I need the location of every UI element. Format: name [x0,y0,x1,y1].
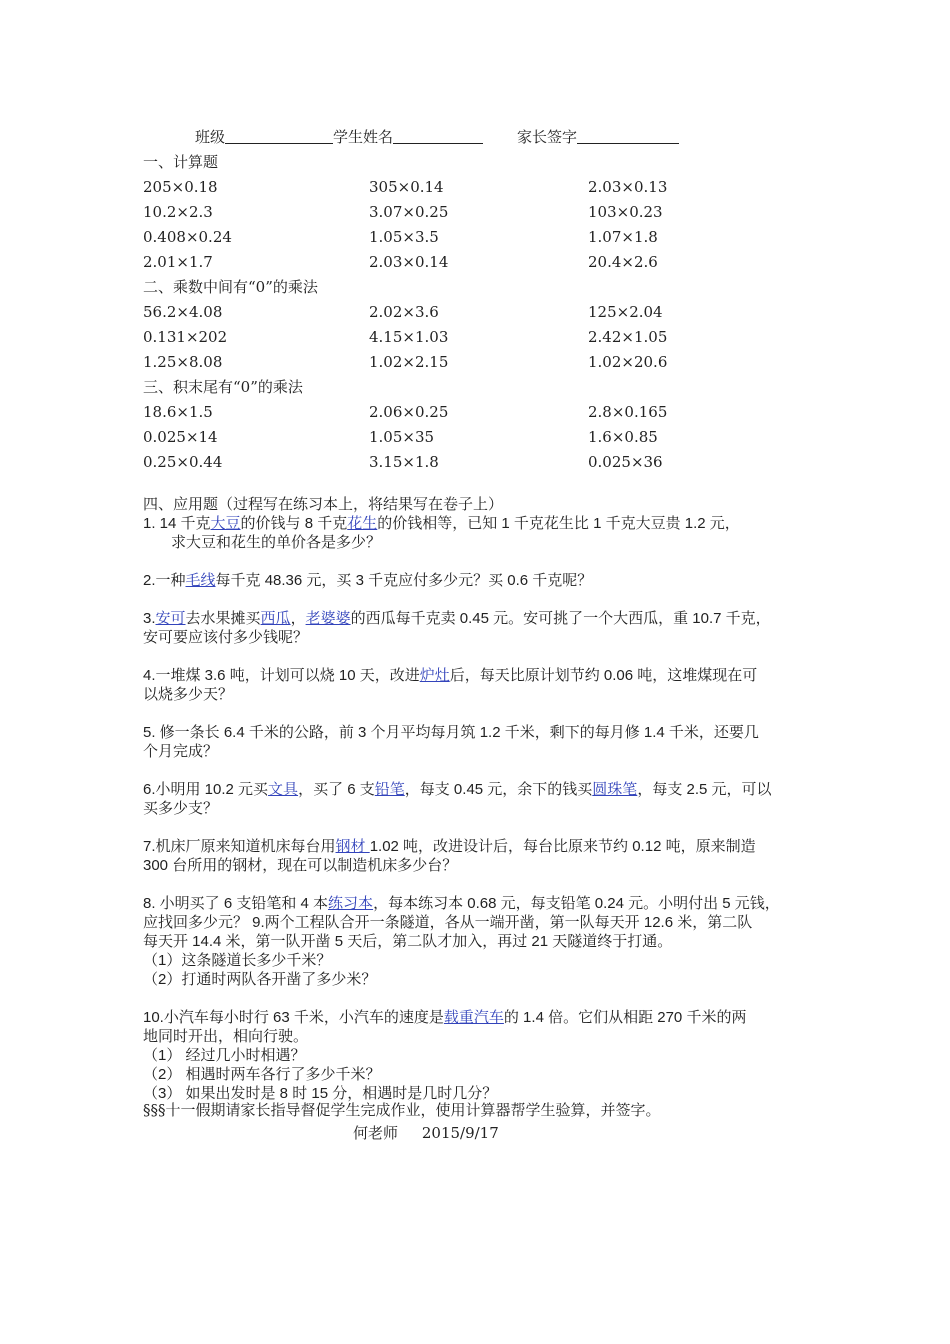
problem: 1.02×2.15 [369,353,449,371]
problem: 1.25×8.08 [143,353,223,371]
problem: 56.2×4.08 [143,303,223,321]
question-2: 2.一种毛线每千克 48.36 元，买 3 千克应付多少元？买 0.6 千克呢？ [143,572,593,589]
section-4-title: 四、应用题（过程写在练习本上，将结果写在卷子上） [143,495,504,513]
problem: 0.131×202 [143,328,228,346]
section-1-title: 一、计算题 [143,153,219,171]
problem: 0.025×36 [588,453,663,471]
problem: 1.05×3.5 [369,228,439,246]
teacher-signature [353,1122,499,1143]
problem: 205×0.18 [143,178,218,196]
link-watermelon[interactable]: 西瓜 [260,610,291,627]
problem: 18.6×1.5 [143,403,213,421]
date: 2015/9/17 [421,1124,499,1142]
link-stove[interactable]: 炉灶 [419,667,450,684]
question-10: 10.小汽车每小时行 63 千米，小汽车的速度是载重汽车的 1.4 倍。它们从相距 270 千米的两 地同时开出，相向行驶。 （1） 经过几小时相遇？ （2） 相遇时两车各行了多少千米？ （3） 如果出发时是 8 时 15 分，相遇时是几时几分？ [143,1009,747,1102]
problem: 1.6×0.85 [588,428,658,446]
question-3: 3.安可去水果摊买西瓜，老婆婆的西瓜每千克卖 0.45 元。安可挑了一个大西瓜，重 10.7 千克， 安可要应该付多少钱呢？ [143,610,771,646]
problem: 1.02×20.6 [588,353,668,371]
question-7: 7.机床厂原来知道机床每台用钢材 1.02 吨，改进设计后，每台比原来节约 0.12 吨，原来制造 300 台所用的钢材，现在可以制造机床多少台？ [143,838,756,874]
calc-row [143,225,843,250]
link-pencil[interactable]: 铅笔 [374,781,405,798]
link-old-lady[interactable]: 老婆婆 [305,610,351,627]
teacher-name: 何老师 [353,1124,399,1142]
question-5: 5. 修一条长 6.4 千米的公路，前 3 个月平均每月筑 1.2 千米，剩下的每月修 1.4 千米，还要几 个月完成？ [143,724,759,760]
class-blank[interactable] [225,128,333,144]
problem: 2.8×0.165 [588,403,668,421]
problem: 0.408×0.24 [143,228,232,246]
link-exercise-book[interactable]: 练习本 [328,895,374,912]
problem: 1.07×1.8 [588,228,658,246]
problem: 10.2×2.3 [143,203,213,221]
application-section [143,495,823,1103]
link-truck[interactable]: 载重汽车 [443,1009,504,1026]
info-header [195,126,679,147]
problem: 2.02×3.6 [369,303,439,321]
problem: 305×0.14 [369,178,444,196]
link-ballpoint-pen[interactable]: 圆珠笔 [592,781,638,798]
problem: 2.01×1.7 [143,253,213,271]
problem: 0.025×14 [143,428,218,446]
question-6: 6.小明用 10.2 元买文具，买了 6 支铅笔，每支 0.45 元，余下的钱买圆珠笔，每支 2.5 元，可以 买多少支？ [143,781,772,817]
calc-row [143,400,843,425]
problem: 2.06×0.25 [369,403,449,421]
calc-row [143,325,843,350]
link-stationery[interactable]: 文具 [268,781,299,798]
student-name-blank[interactable] [393,128,483,144]
student-name-label: 学生姓名 [333,128,394,146]
question-4: 4.一堆煤 3.6 吨，计划可以烧 10 天，改进炉灶后，每天比原计划节约 0.06 吨，这堆煤现在可 以烧多少天？ [143,667,758,703]
question-8-9: 8. 小明买了 6 支铅笔和 4 本练习本，每本练习本 0.68 元，每支铅笔 0.24 元。小明付出 5 元钱， 应找回多少元？ 9.两个工程队合开一条隧道，各从一端开凿，第一队每天开 12.6 米，第二队 每天开 14.4 米，第一队开凿 5 天后，第二队才加入，再过 21 天隧道终于打通。 （1）这条隧道长多少千米？ （2）打通时两队各开凿了多少米？ [143,895,780,988]
problem: 2.03×0.14 [369,253,449,271]
parent-signature-label: 家长签字 [517,128,578,146]
link-anke[interactable]: 安可 [155,610,186,627]
calc-row [143,200,843,225]
section-3-title: 三、积末尾有“0”的乘法 [143,378,303,396]
class-label: 班级 [195,128,226,146]
problem: 3.07×0.25 [369,203,449,221]
problem: 2.42×1.05 [588,328,668,346]
problem: 3.15×1.8 [369,453,439,471]
problem: 125×2.04 [588,303,663,321]
problem: 20.4×2.6 [588,253,658,271]
parent-note: §§§十一假期请家长指导督促学生完成作业，使用计算器帮学生验算，并签字。 [143,1101,661,1119]
calc-row [143,300,843,325]
problem: 4.15×1.03 [369,328,449,346]
calc-row [143,175,843,200]
link-yarn[interactable]: 毛线 [185,572,216,589]
calc-row [143,250,843,275]
problem: 2.03×0.13 [588,178,668,196]
problem: 1.05×35 [369,428,435,446]
calc-row [143,350,843,375]
parent-signature-blank[interactable] [577,128,679,144]
section-2-title: 二、乘数中间有“0”的乘法 [143,278,318,296]
problem: 103×0.23 [588,203,663,221]
link-peanut[interactable]: 花生 [347,515,378,532]
link-steel[interactable]: 钢材 [335,838,370,855]
link-soybean[interactable]: 大豆 [210,515,241,532]
calc-row [143,450,843,475]
question-1: 1. 14 千克大豆的价钱与 8 千克花生的价钱相等，已知 1 千克花生比 1 千克大豆贵 1.2 元， 求大豆和花生的单价各是多少？ [143,515,740,551]
calc-row [143,425,843,450]
problem: 0.25×0.44 [143,453,223,471]
calculation-sections [143,150,843,475]
